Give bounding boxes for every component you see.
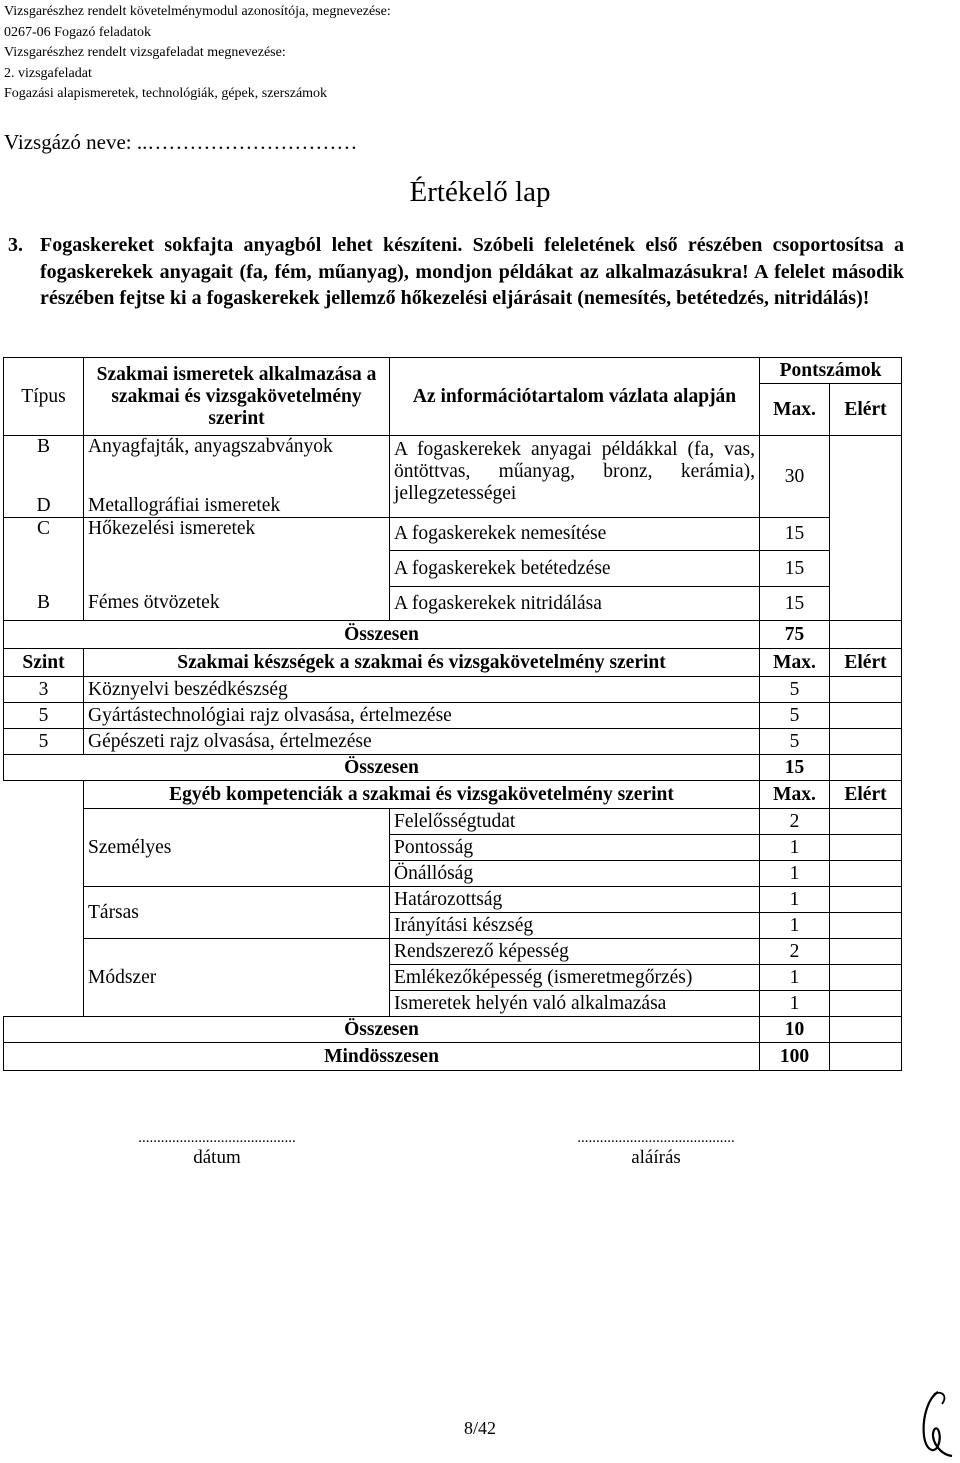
achieved-cell[interactable] bbox=[830, 809, 902, 835]
competency-name: Ismeretek helyén való alkalmazása bbox=[390, 991, 760, 1017]
skill-name: Gyártástechnológiai rajz olvasása, értelmezése bbox=[84, 703, 760, 729]
header-line: 0267-06 Fogazó feladatok bbox=[4, 24, 151, 40]
col-max: Max. bbox=[760, 384, 830, 436]
type-cell: D bbox=[4, 492, 84, 518]
total-label: Összesen bbox=[4, 755, 760, 781]
total-label: Összesen bbox=[4, 621, 760, 649]
col-points: Pontszámok bbox=[760, 358, 902, 384]
info-cell: A fogaskerekek nemesítése bbox=[390, 518, 760, 551]
competency-name: Önállóság bbox=[390, 861, 760, 887]
date-label: dátum bbox=[193, 1147, 241, 1168]
col-achieved: Elért bbox=[830, 781, 902, 809]
achieved-cell[interactable] bbox=[830, 835, 902, 861]
signature-block bbox=[525, 1130, 787, 1169]
achieved-cell[interactable] bbox=[830, 436, 902, 518]
max-cell: 1 bbox=[760, 887, 830, 913]
achieved-cell[interactable] bbox=[830, 1017, 902, 1043]
topic-cell bbox=[84, 551, 390, 587]
group-social: Társas bbox=[84, 887, 390, 939]
achieved-cell[interactable] bbox=[830, 621, 902, 649]
col-achieved: Elért bbox=[830, 649, 902, 677]
max-cell: 5 bbox=[760, 677, 830, 703]
max-cell: 2 bbox=[760, 939, 830, 965]
header-line: Fogazási alapismeretek, technológiák, gépek, szerszámok bbox=[4, 86, 328, 102]
evaluation-table bbox=[3, 357, 902, 1071]
type-cell: B bbox=[4, 587, 84, 621]
handwritten-signature-icon bbox=[908, 1388, 958, 1460]
candidate-name-field: Vizsgázó neve: ..………………………… bbox=[4, 130, 358, 154]
total-label: Összesen bbox=[4, 1017, 760, 1043]
competency-name: Pontosság bbox=[390, 835, 760, 861]
achieved-cell[interactable] bbox=[830, 965, 902, 991]
col-info: Az információtartalom vázlata alapján bbox=[390, 358, 760, 436]
group-method: Módszer bbox=[84, 939, 390, 1017]
type-cell: C bbox=[4, 518, 84, 551]
competency-name: Emlékezőképesség (ismeretmegőrzés) bbox=[390, 965, 760, 991]
max-cell: 5 bbox=[760, 729, 830, 755]
max-cell: 15 bbox=[760, 551, 830, 587]
max-cell: 2 bbox=[760, 809, 830, 835]
max-cell: 15 bbox=[760, 587, 830, 621]
achieved-cell[interactable] bbox=[830, 913, 902, 939]
info-cell: A fogaskerekek nitridálása bbox=[390, 587, 760, 621]
max-cell: 30 bbox=[760, 436, 830, 518]
total-value: 75 bbox=[760, 621, 830, 649]
date-signature bbox=[86, 1130, 348, 1169]
type-cell: B bbox=[4, 436, 84, 492]
grand-total-label: Mindösszesen bbox=[4, 1043, 760, 1071]
achieved-cell[interactable] bbox=[830, 703, 902, 729]
col-max: Max. bbox=[760, 649, 830, 677]
achieved-cell[interactable] bbox=[830, 887, 902, 913]
max-cell: 1 bbox=[760, 835, 830, 861]
task-text: Fogaskereket sokfajta anyagból lehet készíteni. Szóbeli feleletének első részében csoportosítsa a fogaskerekek anyagait (fa, fém, műanyag), mondjon példákat az alkalmazásukra! A felelet második részében fejtse ki a fogaskerekek jellemző hőkezelési eljárásait (nemesítés, betétedzés, nitridálás)! bbox=[40, 234, 904, 309]
competency-name: Határozottság bbox=[390, 887, 760, 913]
total-value: 10 bbox=[760, 1017, 830, 1043]
topic-cell: Fémes ötvözetek bbox=[84, 587, 390, 621]
other-title: Egyéb kompetenciák a szakmai és vizsgakövetelmény szerint bbox=[84, 781, 760, 809]
max-cell: 1 bbox=[760, 991, 830, 1017]
skill-name: Gépészeti rajz olvasása, értelmezése bbox=[84, 729, 760, 755]
skill-name: Köznyelvi beszédkészség bbox=[84, 677, 760, 703]
page-title: Értékelő lap bbox=[409, 176, 551, 208]
competency-name: Rendszerező képesség bbox=[390, 939, 760, 965]
achieved-cell[interactable] bbox=[830, 551, 902, 587]
col-knowledge: Szakmai ismeretek alkalmazása a szakmai és vizsgakövetelmény szerint bbox=[84, 358, 390, 436]
page-number: 8/42 bbox=[463, 1418, 496, 1438]
total-value: 15 bbox=[760, 755, 830, 781]
topic-cell: Anyagfajták, anyagszabványok bbox=[84, 436, 390, 492]
col-type: Típus bbox=[4, 358, 84, 436]
task-description bbox=[8, 232, 904, 312]
header-line: 2. vizsgafeladat bbox=[4, 65, 92, 81]
signature-dots: .......................................... bbox=[577, 1130, 735, 1146]
blank-cell bbox=[4, 809, 84, 1017]
header-line: Vizsgarészhez rendelt vizsgafeladat megnevezése: bbox=[4, 45, 286, 61]
achieved-cell[interactable] bbox=[830, 729, 902, 755]
competency-name: Felelősségtudat bbox=[390, 809, 760, 835]
date-dots: .......................................... bbox=[138, 1130, 296, 1146]
achieved-cell[interactable] bbox=[830, 587, 902, 621]
level-cell: 3 bbox=[4, 677, 84, 703]
achieved-cell[interactable] bbox=[830, 1043, 902, 1071]
header-line: Vizsgarészhez rendelt követelménymodul azonosítója, megnevezése: bbox=[4, 4, 391, 19]
competency-name: Irányítási készség bbox=[390, 913, 760, 939]
blank-cell bbox=[4, 781, 84, 809]
level-cell: 5 bbox=[4, 703, 84, 729]
max-cell: 1 bbox=[760, 965, 830, 991]
skills-title: Szakmai készségek a szakmai és vizsgakövetelmény szerint bbox=[84, 649, 760, 677]
topic-cell: Metallográfiai ismeretek bbox=[84, 492, 390, 518]
info-cell: A fogaskerekek betétedzése bbox=[390, 551, 760, 587]
max-cell: 1 bbox=[760, 913, 830, 939]
achieved-cell[interactable] bbox=[830, 518, 902, 551]
col-max: Max. bbox=[760, 781, 830, 809]
col-level: Szint bbox=[4, 649, 84, 677]
max-cell: 1 bbox=[760, 861, 830, 887]
group-personal: Személyes bbox=[84, 809, 390, 887]
max-cell: 5 bbox=[760, 703, 830, 729]
max-cell: 15 bbox=[760, 518, 830, 551]
level-cell: 5 bbox=[4, 729, 84, 755]
grand-total-value: 100 bbox=[760, 1043, 830, 1071]
achieved-cell[interactable] bbox=[830, 991, 902, 1017]
signature-label: aláírás bbox=[631, 1147, 681, 1168]
type-cell bbox=[4, 551, 84, 587]
task-number: 3. bbox=[8, 234, 23, 256]
achieved-cell[interactable] bbox=[830, 755, 902, 781]
info-cell: A fogaskerekek anyagai példákkal (fa, vas, öntöttvas, műanyag, bronz, kerámia), jellegzetességei bbox=[390, 436, 760, 518]
topic-cell: Hőkezelési ismeretek bbox=[84, 518, 390, 551]
col-achieved: Elért bbox=[830, 384, 902, 436]
achieved-cell[interactable] bbox=[830, 861, 902, 887]
document-header bbox=[4, 2, 391, 105]
achieved-cell[interactable] bbox=[830, 677, 902, 703]
achieved-cell[interactable] bbox=[830, 939, 902, 965]
